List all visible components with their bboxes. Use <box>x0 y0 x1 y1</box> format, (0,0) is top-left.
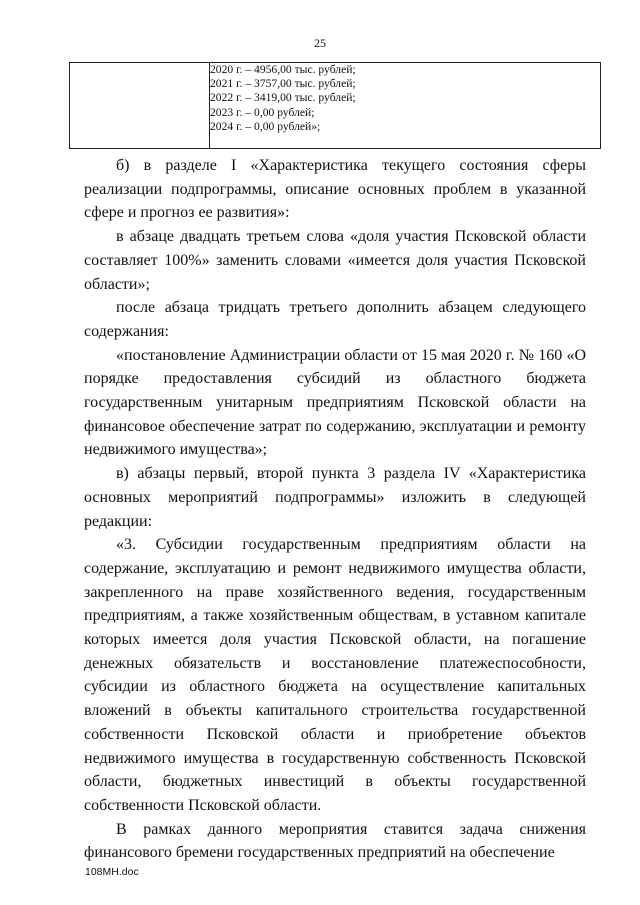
document-body <box>84 154 586 865</box>
funding-line: 2021 г. – 3757,00 тыс. рублей; <box>210 77 356 91</box>
paragraph: «постановление Администрации области от 15 мая 2020 г. № 160 «О порядке предоставления субсидий из областного бюджета государственным унитарным предприятиям Псковской области на финансовое обеспечение затрат по содержанию, эксплуатации и ремонту недвижимого имущества»; <box>84 346 586 459</box>
paragraph: В рамках данного мероприятия ставится задача снижения финансового бремени государственных предприятий на обеспечение <box>84 820 586 862</box>
funding-table <box>69 62 601 149</box>
funding-line: 2023 г. – 0,00 рублей; <box>210 105 315 119</box>
paragraph: после абзаца тридцать третьего дополнить абзацем следующего содержания: <box>84 299 586 340</box>
paragraph: в абзаце двадцать третьем слова «доля участия Псковской области составляет 100%» заменить словами «имеется доля участия Псковской области»; <box>84 228 586 293</box>
table-cell-empty <box>70 63 210 149</box>
table-cell-values <box>210 63 601 149</box>
paragraph: «3. Субсидии государственным предприятиям области на содержание, эксплуатацию и ремонт недвижимого имущества области, закрепленного на праве хозяйственного ведения, государственным предприятиям, а также хозяйственным обществам, в уставном капитале которых имеется доля участия Псковской области, на погашение денежных обязательств и восстановление платежеспособности, субсидии из областного бюджета на осуществление капитальных вложений в объекты капитального строительства государственной собственности Псковской области и приобретение объектов недвижимого имущества в государственную собственность Псковской области, бюджетных инвестиций в объекты государственной собственности Псковской области. <box>84 536 586 814</box>
funding-line: 2022 г. – 3419,00 тыс. рублей; <box>210 91 356 105</box>
paragraph: в) абзацы первый, второй пункта 3 раздела IV «Характеристика основных мероприятий подпрограммы» изложить в следующей редакции: <box>84 465 586 530</box>
funding-line: 2020 г. – 4956,00 тыс. рублей; <box>210 63 356 76</box>
page-number: 25 <box>314 36 326 50</box>
table-row <box>70 63 601 149</box>
funding-line: 2024 г. – 0,00 рублей»; <box>210 119 321 133</box>
paragraph: б) в разделе I «Характеристика текущего состояния сферы реализации подпрограммы, описание основных проблем в указанной сфере и прогноз ее развития»: <box>84 157 586 222</box>
footer-filename: 108МН.doc <box>85 866 139 878</box>
